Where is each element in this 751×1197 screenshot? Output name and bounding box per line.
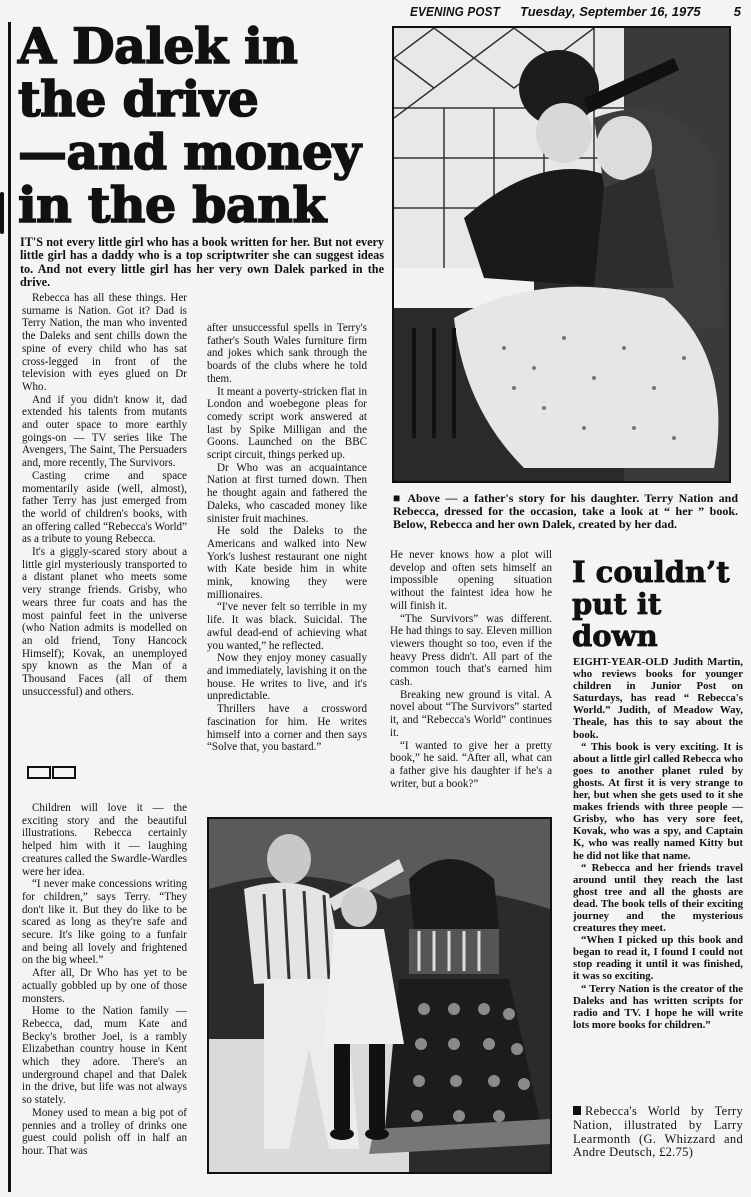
paragraph: After all, Dr Who has yet to be actually gobbled up by one of those monsters. <box>22 967 187 1005</box>
margin-mark <box>0 192 4 234</box>
paragraph: Breaking new ground is vital. A novel about “The Survivors” started it, and “Rebecca's World” continues it. <box>390 688 552 739</box>
paragraph: Thrillers have a crossword fascination for him. He writes himself into a corner and then says “Solve that, you bastard.” <box>207 703 367 754</box>
paragraph: “I wanted to give her a pretty book,” he said. “After all, what can a father give his daughter if he's a writer, but a book?” <box>390 739 552 790</box>
page-number: 5 <box>733 4 741 19</box>
headline-line: the drive <box>18 70 259 128</box>
paragraph: Children will love it — the exciting story and the beautiful illustrations. Rebecca certainly helped him with it — laughing creatures called the Swardle-Wardles were her idea. <box>22 802 187 878</box>
review-headline-line: put it <box>572 587 662 621</box>
paragraph: “ Terry Nation is the creator of the Daleks and has written scripts for radio and TV. I hope he will write lots more books for children.” <box>573 982 743 1031</box>
paragraph: And if you didn't know it, dad extended his talents from mutants and outer space to more earthly goings-on — TV series like The Avengers, The Saint, The Persuaders and, more recently, The Survivors. <box>22 393 187 470</box>
paragraph: “I never make concessions writing for children,” says Terry. “They don't like it. But they do like to be scared as long as they're safe and secure. It's like going to a funfair and being all lovely and frightened on the big wheel.” <box>22 878 187 967</box>
issue-date: Tuesday, September 16, 1975 <box>520 4 701 19</box>
paragraph: “I've never felt so terrible in my life. It was black. Suicidal. The awful dead-end of achieving what you wanted,” he reflected. <box>207 601 367 652</box>
book-details <box>573 1105 743 1160</box>
article-column-3 <box>390 549 552 790</box>
paragraph: Home to the Nation family — Rebecca, dad, mum Kate and Becky's brother Joel, is a rambly Elizabethan country house in Kent which they adore. There's an underground chapel and that Dalek in the drive, but life was not always so stately. <box>22 1005 187 1107</box>
standfirst: IT'S not every little girl who has a book written for her. But not every little girl has a daddy who is a top scriptwriter she can suggest ideas to. And not every little girl has her very own Dalek parked in the drive. <box>20 235 384 290</box>
column-rule <box>8 22 11 1192</box>
headline-line: in the bank <box>18 176 326 234</box>
paragraph: after unsuccessful spells in Terry's father's South Wales furniture firm and jokes which sank through the boards of the clubs where he told them. <box>207 322 367 385</box>
paragraph: Now they enjoy money casually and immediately, lavishing it on the house. He writes to live, and it's unpredictable. <box>207 652 367 703</box>
paragraph: It meant a poverty-stricken flat in London and woebegone pleas for comedy script work answered at last by Spike Milligan and the Goons. Launched on the BBC script circuit, things perked up. <box>207 385 367 462</box>
paragraph: “ This book is very exciting. It is about a little girl called Rebecca who goes to another planet ruled by ghosts. At first it is very strange to her, but when she gets used to it she makes friends with three people — Grisby, who has very sore feet, Kovak, who was a spy, and Captain K, who was really named Kitty but he did not like that name. <box>573 740 743 862</box>
square-bullet-icon <box>573 1106 581 1115</box>
paragraph: Rebecca has all these things. Her surname is Nation. Got it? Dad is Terry Nation, the man who invented the Daleks and sent chills down the spine of every child who has sat cross-legged in front of the television with eyes glued on Dr Who. <box>22 292 187 393</box>
photo-caption: ■ Above — a father's story for his daughter. Terry Nation and Rebecca, dressed for the occasion, take a look at “ her ” book. Below, Rebecca and her own Dalek, created by her dad. <box>393 491 738 531</box>
paragraph: Money used to mean a big pot of pennies and a trolley of drinks one guest could polish off in half an hour. That was <box>22 1106 187 1157</box>
review-headline <box>572 556 747 652</box>
masthead <box>395 4 745 20</box>
paragraph: “ Rebecca and her friends travel around until they reach the last ghost tree and all the ghosts are dead. The book tells of their exciting journey and the mysterious creatures they meet. <box>573 861 743 935</box>
paragraph: “When I picked up this book and began to read it, I found I could not stop reading it until it was finished, it was so exciting. <box>573 934 743 983</box>
review-headline-line: I couldn’t <box>572 555 730 589</box>
photo-father-daughter <box>392 26 731 483</box>
headline-line: —and money <box>18 123 361 181</box>
review-headline-line: down <box>572 619 658 653</box>
paragraph: “The Survivors” was different. He had things to say. Eleven million viewers thought so too, even if the heavy Press didn't. All part of the common touch that's earned him cash. <box>390 612 552 689</box>
paragraph: He sold the Daleks to the Americans and walked into New York's lushest restaurant one night with Kate beside him in white mink, knowing they were millionaires. <box>207 525 367 601</box>
review-body <box>573 656 743 1031</box>
main-headline <box>18 17 390 234</box>
paragraph: Dr Who was an acquaintance Nation at first turned down. Then he thought again and fathered the Daleks, who cascaded money like sinister fruit machines. <box>207 461 367 525</box>
paragraph: He never knows how a plot will develop and often sets himself an impossible opening situation without the faintest idea how he will finish it. <box>390 549 552 612</box>
photo-rebecca-dalek <box>207 817 552 1174</box>
headline-line: A Dalek in <box>18 17 298 75</box>
article-column-1-continued <box>22 802 187 1158</box>
article-column-1 <box>22 292 187 699</box>
newspaper-name: EVENING POST <box>410 4 500 19</box>
paragraph: It's a giggly-scared story about a little girl mysteriously transported to a distant planet who meets some very strange friends. Grisby, who wears three fur coats and has the most painful feet in the universe (who Nation admits is modelled on an old friend, Tony Hancock Himself); Kovak, an unemployed spy known as the Man of a Thousand Faces (all of them unsuccessful) and others. <box>22 546 187 698</box>
section-break-ornament <box>27 766 77 781</box>
article-column-2 <box>207 322 367 754</box>
paragraph: EIGHT-YEAR-OLD Judith Martin, who reviews books for younger children in Junior Post on Saturdays, has read “ Rebecca's World.” Judith, of Meadow Way, Theale, has this to say about the book. <box>573 656 743 741</box>
book-details-text: Rebecca's World by Terry Nation, illustrated by Larry Learmonth (G. Whizzard and Andre Deutsch, £2.75) <box>573 1104 743 1160</box>
paragraph: Casting crime and space momentarily aside (well, almost), father Terry has just emerged from the world of children's books, with an offering called “Rebecca's World” as a tribute to young Rebecca. <box>22 469 187 546</box>
